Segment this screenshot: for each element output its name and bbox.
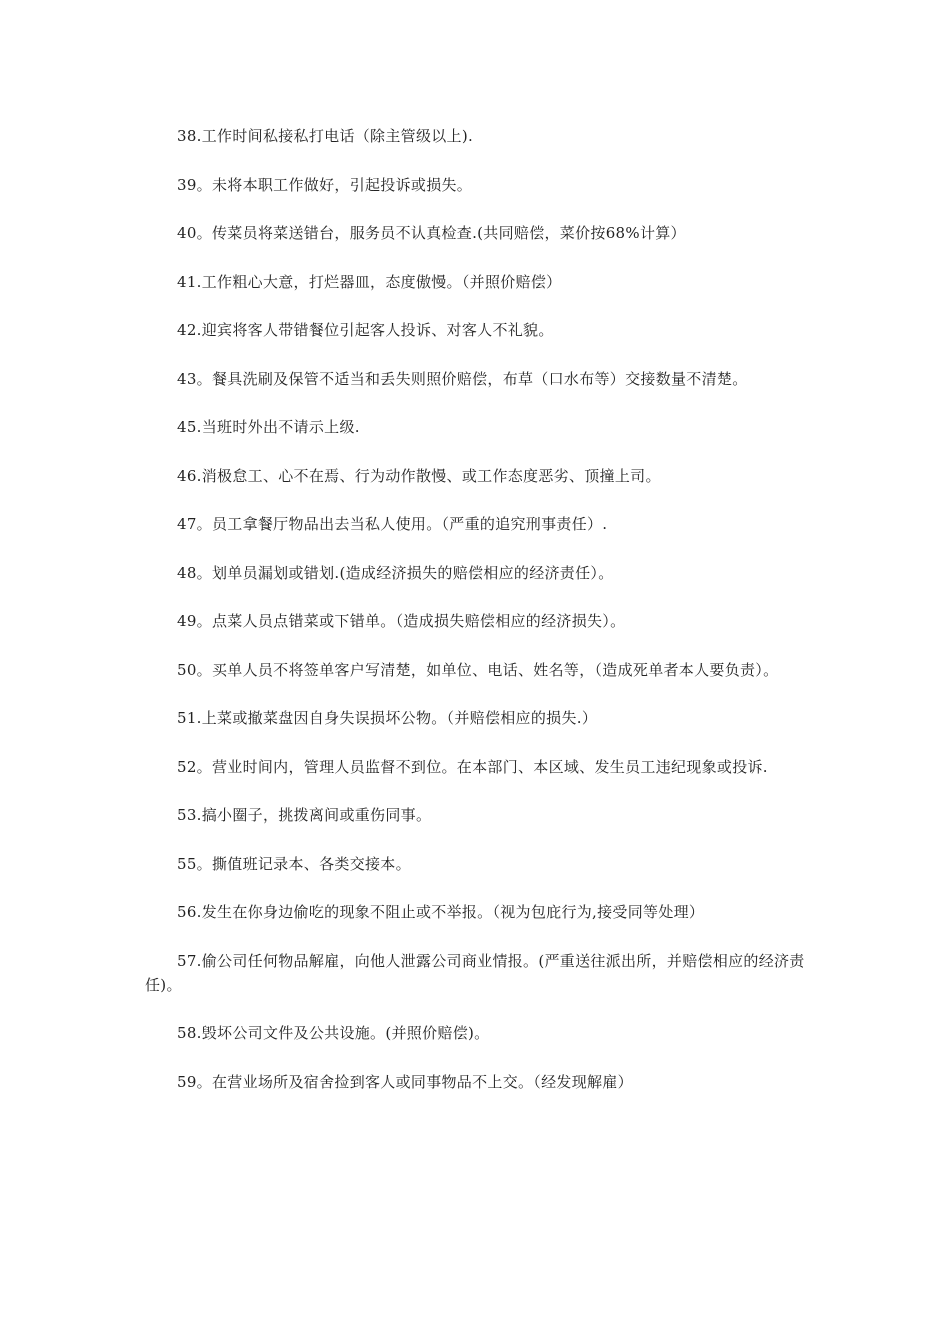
- list-item: 53.搞小圈子，挑拨离间或重伤同事。: [177, 806, 432, 824]
- list-item: 47。员工拿餐厅物品出去当私人使用。（严重的追究刑事责任）.: [177, 515, 608, 533]
- list-item: 46.消极怠工、心不在焉、行为动作散慢、或工作态度恶劣、顶撞上司。: [177, 466, 661, 485]
- list-item: 57.偷公司任何物品解雇，向他人泄露公司商业情报。(严重送往派出所，并赔偿相应的经济责任)。: [145, 951, 805, 994]
- list-item: 58.毁坏公司文件及公共设施。(并照价赔偿)。: [177, 1024, 490, 1042]
- list-item: 55。撕值班记录本、各类交接本。: [177, 854, 411, 873]
- list-item: 56.发生在你身边偷吃的现象不阻止或不举报。（视为包庇行为,接受同等处理）: [177, 903, 705, 921]
- list-item: 48。划单员漏划或错划.(造成经济损失的赔偿相应的经济责任）。: [177, 563, 614, 582]
- list-item: 43。餐具洗刷及保管不适当和丢失则照价赔偿，布草（口水布等）交接数量不清楚。: [177, 369, 748, 388]
- list-item: 45.当班时外出不请示上级.: [177, 418, 360, 436]
- list-item: 39。未将本职工作做好，引起投诉或损失。: [177, 175, 473, 194]
- list-item: 52。营业时间内，管理人员监督不到位。在本部门、本区域、发生员工违纪现象或投诉.: [177, 757, 768, 776]
- list-item: 40。传菜员将菜送错台，服务员不认真检查.(共同赔偿，菜价按68%计算）: [177, 224, 686, 242]
- list-item: 41.工作粗心大意，打烂器皿，态度傲慢。（并照价赔偿）: [177, 272, 562, 291]
- list-item: 38.工作时间私接私打电话（除主管级以上).: [177, 127, 474, 145]
- list-item: 49。点菜人员点错菜或下错单。（造成损失赔偿相应的经济损失）。: [177, 612, 626, 630]
- list-item: 42.迎宾将客人带错餐位引起客人投诉、对客人不礼貌。: [177, 321, 554, 339]
- document-body: [145, 124, 810, 1118]
- list-item: 50。买单人员不将签单客户写清楚，如单位、电话、姓名等，（造成死单者本人要负责）。: [177, 660, 779, 679]
- list-item: 59。在营业场所及宿舍捡到客人或同事物品不上交。（经发现解雇）: [177, 1072, 633, 1091]
- list-item: 51.上菜或撤菜盘因自身失误损坏公物。（并赔偿相应的损失.）: [177, 709, 598, 727]
